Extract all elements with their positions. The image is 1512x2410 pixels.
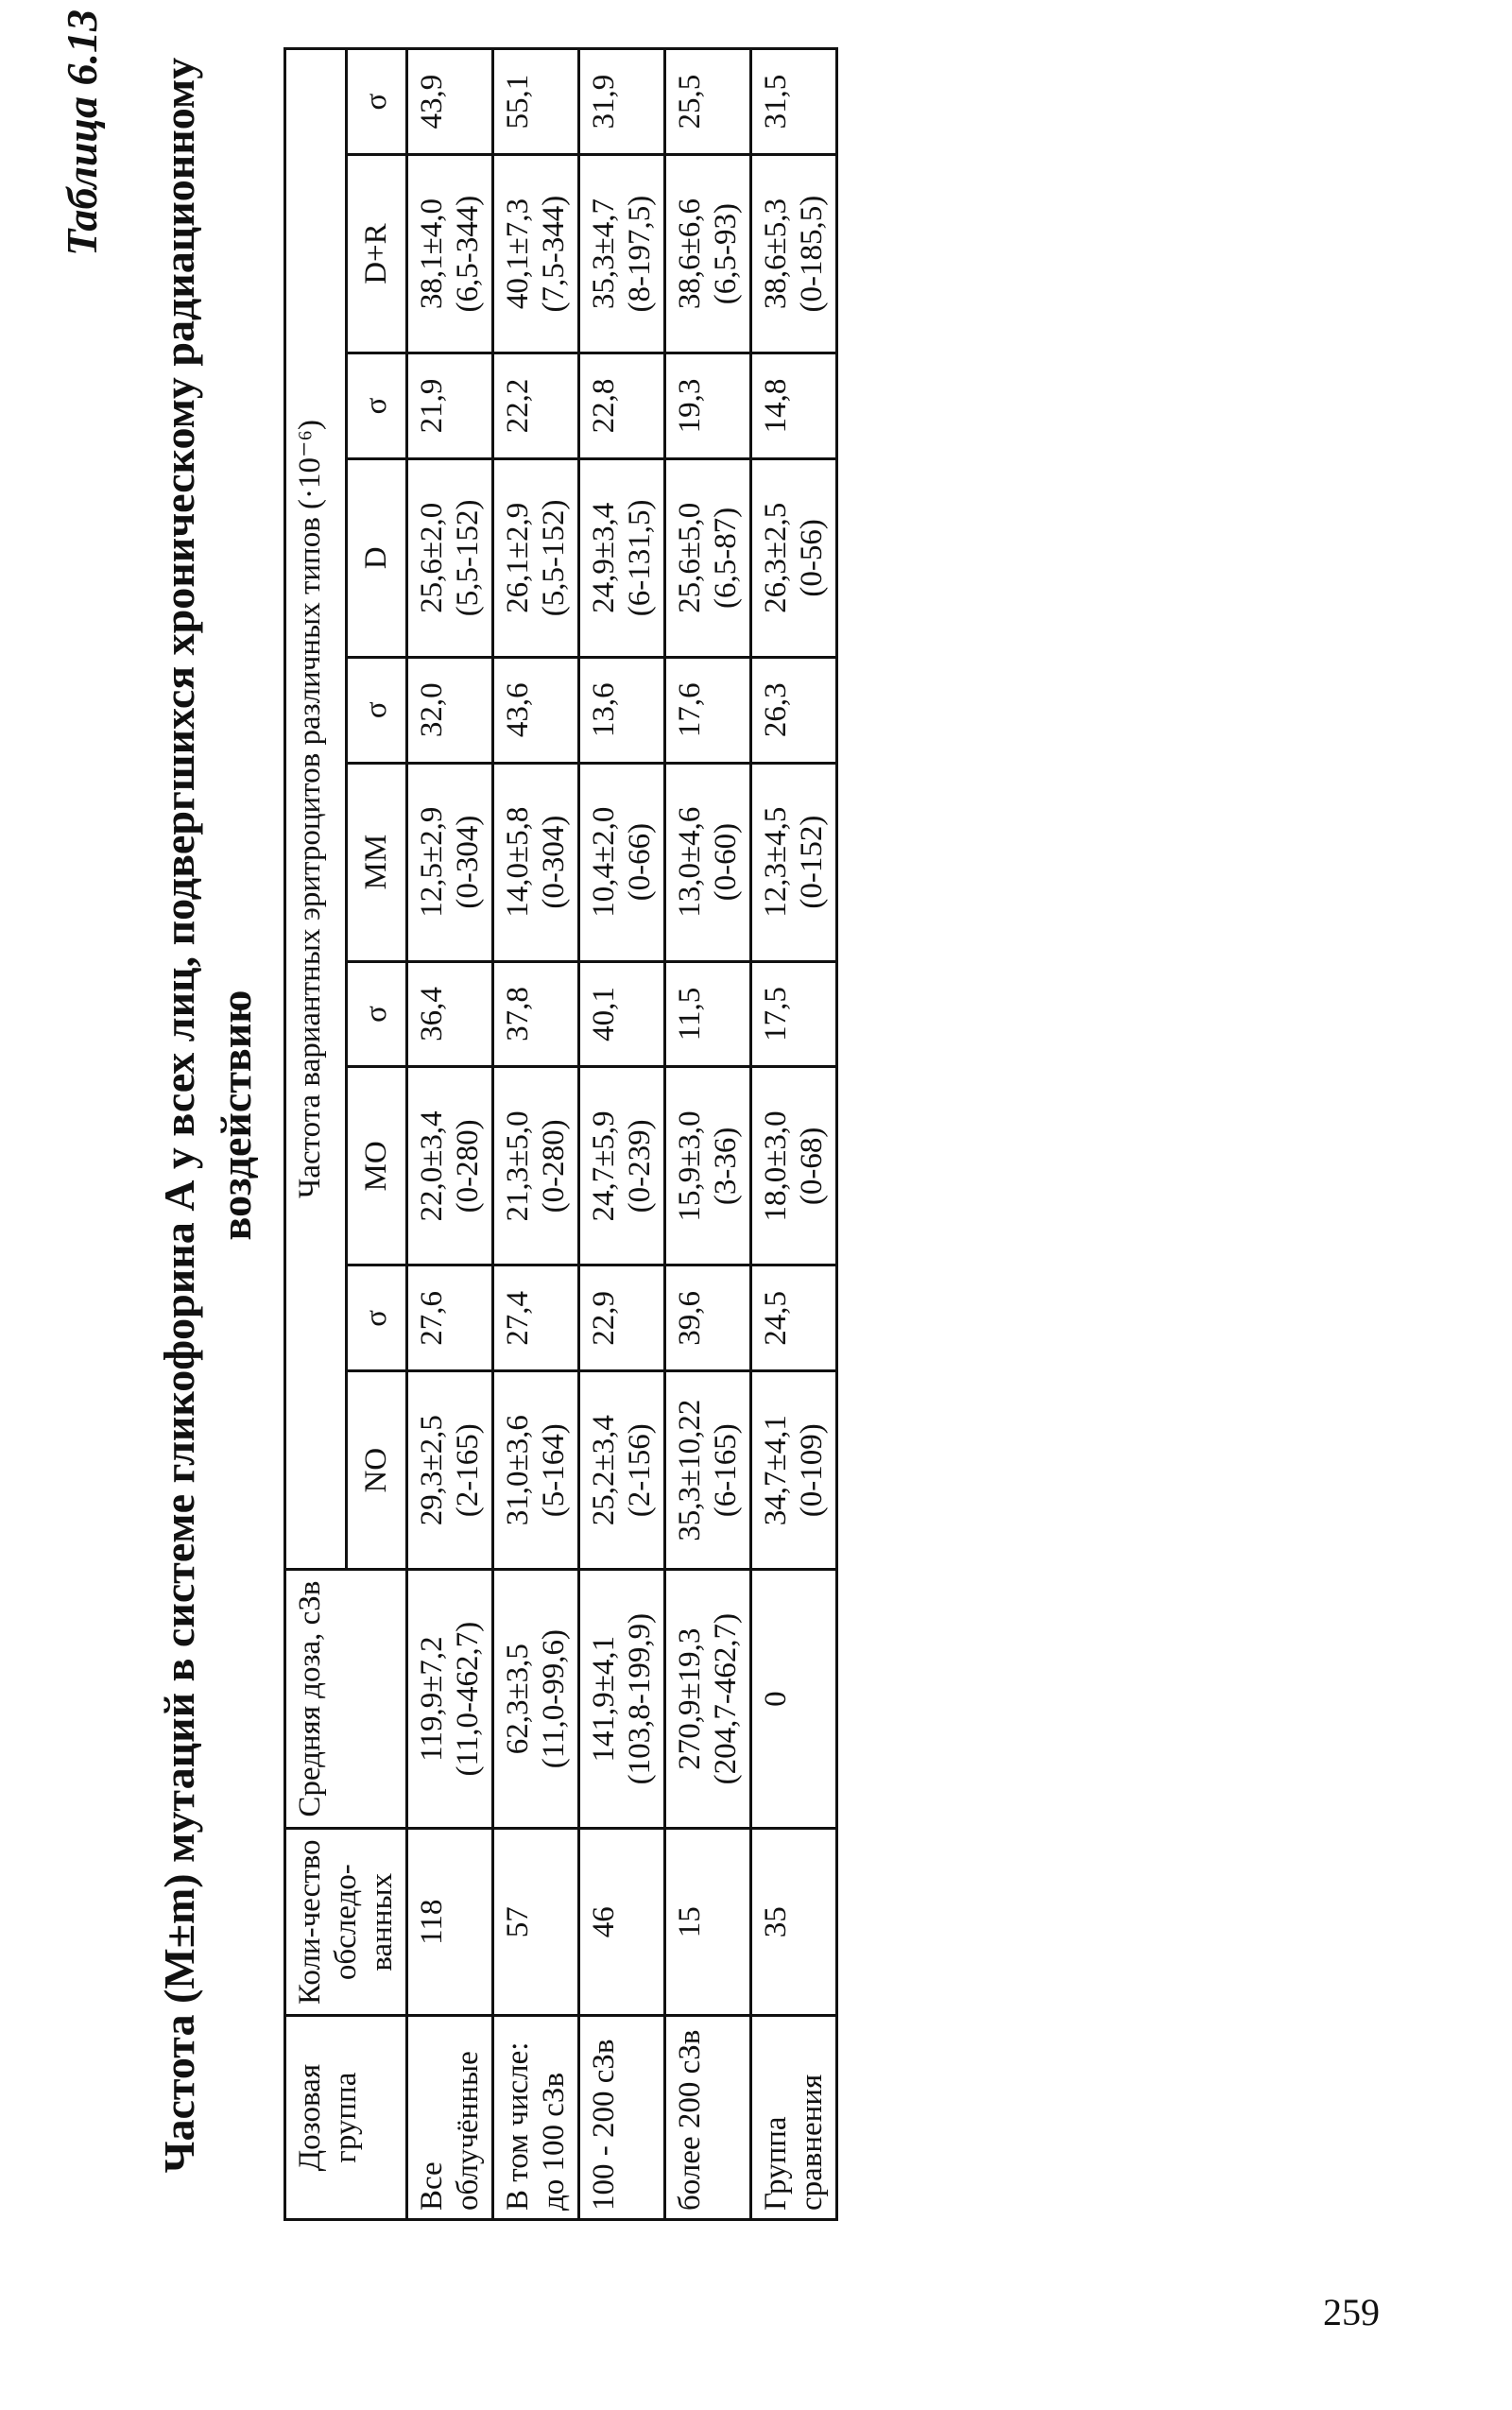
cell-mm-range: (0-66)	[623, 822, 657, 902]
header-d: D	[346, 458, 407, 657]
cell-dr-value: 38,6±5,3	[759, 198, 793, 310]
cell-d-range: (0-56)	[795, 519, 829, 597]
cell-mo-range: (3-36)	[709, 1127, 743, 1206]
page-number: 259	[1323, 2291, 1380, 2333]
header-dr-sigma: σ	[346, 49, 407, 155]
cell-dose-value: 119,9±7,2	[415, 1636, 449, 1762]
cell-group: В том числе: до 100 сЗв	[493, 2016, 579, 2220]
cell-no-range: (2-165)	[451, 1423, 485, 1518]
table-row	[407, 49, 493, 2220]
table-title: Частота (M±m) мутаций в системе гликофорина А у всех лиц, подвергшихся хроническому радиационному воздействию	[155, 57, 260, 2174]
cell-d-value: 26,3±2,5	[759, 502, 793, 613]
cell-d-value: 26,1±2,9	[501, 502, 535, 613]
cell-mm-range: (0-304)	[537, 815, 571, 909]
cell-mm-range: (0-152)	[795, 815, 829, 909]
cell-mm-value: 14,0±5,8	[501, 806, 535, 918]
header-mm: MM	[346, 763, 407, 961]
cell-group: Все облучённые	[407, 2016, 493, 2220]
cell-mo	[751, 1067, 837, 1265]
cell-d-value: 25,6±5,0	[673, 502, 707, 613]
header-mo-sigma: σ	[346, 961, 407, 1067]
cell-count: 57	[493, 1829, 579, 2016]
cell-mm-range: (0-304)	[451, 815, 485, 909]
cell-mo-sigma: 36,4	[407, 961, 493, 1067]
cell-dr-sigma: 31,9	[579, 49, 665, 155]
cell-dr	[665, 155, 751, 353]
cell-dr-sigma: 31,5	[751, 49, 837, 155]
cell-no-range: (6-165)	[709, 1423, 743, 1518]
cell-dr-range: (7,5-344)	[537, 195, 571, 313]
table-row	[493, 49, 579, 2220]
cell-d-sigma: 22,8	[579, 353, 665, 459]
cell-d-sigma: 22,2	[493, 353, 579, 459]
rotated-page-content	[19, 0, 1436, 2259]
cell-mm-sigma: 32,0	[407, 657, 493, 763]
cell-no-sigma: 27,4	[493, 1265, 579, 1371]
cell-dose-value: 270,9±19,3	[673, 1627, 707, 1770]
cell-dr-value: 38,1±4,0	[415, 198, 449, 310]
cell-dose	[751, 1570, 837, 1829]
cell-mo-range: (0-239)	[623, 1119, 657, 1214]
cell-count: 15	[665, 1829, 751, 2016]
header-mo: MO	[346, 1067, 407, 1265]
cell-no	[579, 1371, 665, 1570]
cell-dose-range: (204,7-462,7)	[709, 1612, 743, 1785]
cell-mo	[407, 1067, 493, 1265]
cell-count: 46	[579, 1829, 665, 2016]
cell-d-sigma: 19,3	[665, 353, 751, 459]
cell-dr-sigma: 25,5	[665, 49, 751, 155]
cell-no-sigma: 27,6	[407, 1265, 493, 1371]
cell-no	[665, 1371, 751, 1570]
cell-no-sigma: 39,6	[665, 1265, 751, 1371]
cell-mo-value: 15,9±3,0	[673, 1110, 707, 1222]
header-count: Коли-чество обследо-ванных	[285, 1829, 407, 2016]
cell-dose	[493, 1570, 579, 1829]
cell-mo-value: 21,3±5,0	[501, 1110, 535, 1222]
cell-mm-value: 10,4±2,0	[587, 806, 621, 918]
cell-mm	[493, 763, 579, 961]
cell-d-range: (5,5-152)	[451, 499, 485, 617]
cell-mo-sigma: 11,5	[665, 961, 751, 1067]
cell-d-sigma: 21,9	[407, 353, 493, 459]
cell-no-value: 35,3±10,22	[673, 1399, 707, 1541]
header-no-sigma: σ	[346, 1265, 407, 1371]
cell-mm	[665, 763, 751, 961]
cell-no-range: (2-156)	[623, 1423, 657, 1518]
cell-dose-value: 62,3±3,5	[501, 1644, 535, 1755]
cell-no-sigma: 22,9	[579, 1265, 665, 1371]
cell-d	[407, 458, 493, 657]
mutation-frequency-table	[284, 47, 838, 2221]
cell-dose	[665, 1570, 751, 1829]
cell-d	[665, 458, 751, 657]
cell-dose	[407, 1570, 493, 1829]
cell-mo-range: (0-280)	[537, 1119, 571, 1214]
cell-dose	[579, 1570, 665, 1829]
cell-count: 118	[407, 1829, 493, 2016]
header-mm-sigma: σ	[346, 657, 407, 763]
cell-no-range: (0-109)	[795, 1423, 829, 1518]
header-dose: Средняя доза, сЗв	[285, 1570, 407, 1829]
cell-mo-sigma: 37,8	[493, 961, 579, 1067]
cell-mo	[579, 1067, 665, 1265]
cell-group: Группа сравнения	[751, 2016, 837, 2220]
cell-dr	[751, 155, 837, 353]
table-row	[751, 49, 837, 2220]
cell-mo-value: 22,0±3,4	[415, 1110, 449, 1222]
header-d-sigma: σ	[346, 353, 407, 459]
cell-d	[493, 458, 579, 657]
cell-d-value: 24,9±3,4	[587, 502, 621, 613]
header-frequency-group: Частота вариантных эритроцитов различных типов (·10⁻⁶)	[285, 49, 347, 1570]
cell-d-sigma: 14,8	[751, 353, 837, 459]
cell-d-range: (5,5-152)	[537, 499, 571, 617]
cell-mm	[579, 763, 665, 961]
cell-dr-sigma: 55,1	[493, 49, 579, 155]
cell-dr-range: (6,5-344)	[451, 195, 485, 313]
cell-dr-range: (8-197,5)	[623, 195, 657, 313]
cell-mo-sigma: 40,1	[579, 961, 665, 1067]
cell-mm-sigma: 43,6	[493, 657, 579, 763]
header-group: Дозовая группа	[285, 2016, 407, 2220]
cell-mo-sigma: 17,5	[751, 961, 837, 1067]
cell-d-value: 25,6±2,0	[415, 502, 449, 613]
cell-mo	[493, 1067, 579, 1265]
cell-no	[407, 1371, 493, 1570]
cell-mm-sigma: 13,6	[579, 657, 665, 763]
cell-no	[493, 1371, 579, 1570]
cell-d-range: (6-131,5)	[623, 499, 657, 617]
cell-dr	[493, 155, 579, 353]
cell-dr-range: (6,5-93)	[709, 202, 743, 305]
cell-no-value: 29,3±2,5	[415, 1415, 449, 1526]
cell-dose-range: (103,8-199,9)	[623, 1612, 657, 1785]
cell-no-range: (5-164)	[537, 1423, 571, 1518]
table-wrapper	[284, 47, 838, 2221]
cell-dr-range: (0-185,5)	[795, 195, 829, 313]
header-row-1	[285, 49, 347, 2220]
cell-no-value: 25,2±3,4	[587, 1415, 621, 1526]
cell-dr-value: 40,1±7,3	[501, 198, 535, 310]
cell-d	[751, 458, 837, 657]
cell-dose-range: (11,0-99,6)	[537, 1629, 571, 1769]
cell-mm	[407, 763, 493, 961]
cell-mm-range: (0-60)	[709, 822, 743, 902]
cell-mm-sigma: 26,3	[751, 657, 837, 763]
cell-dr-value: 38,6±6,6	[673, 198, 707, 310]
cell-dose-value: 141,9±4,1	[587, 1635, 621, 1763]
cell-mo-value: 18,0±3,0	[759, 1110, 793, 1222]
cell-dr	[579, 155, 665, 353]
cell-no-value: 31,0±3,6	[501, 1415, 535, 1526]
cell-no-value: 34,7±4,1	[759, 1415, 793, 1526]
cell-group: более 200 сЗв	[665, 2016, 751, 2220]
cell-dr-value: 35,3±4,7	[587, 198, 621, 310]
cell-no-sigma: 24,5	[751, 1265, 837, 1371]
cell-mm	[751, 763, 837, 961]
cell-mm-value: 13,0±4,6	[673, 806, 707, 918]
header-no: NO	[346, 1371, 407, 1570]
cell-dose-range: (11,0-462,7)	[451, 1621, 485, 1777]
table-label: Таблица 6.13	[58, 9, 106, 257]
header-dr: D+R	[346, 155, 407, 353]
cell-mm-value: 12,3±4,5	[759, 806, 793, 918]
cell-no	[751, 1371, 837, 1570]
cell-mo-range: (0-68)	[795, 1127, 829, 1206]
cell-mm-sigma: 17,6	[665, 657, 751, 763]
table-row	[579, 49, 665, 2220]
cell-dr	[407, 155, 493, 353]
table-row	[665, 49, 751, 2220]
cell-d-range: (6,5-87)	[709, 507, 743, 609]
cell-group: 100 - 200 сЗв	[579, 2016, 665, 2220]
cell-dose-value: 0	[759, 1691, 793, 1707]
cell-mo-value: 24,7±5,9	[587, 1110, 621, 1222]
cell-mm-value: 12,5±2,9	[415, 806, 449, 918]
cell-mo-range: (0-280)	[451, 1119, 485, 1214]
cell-count: 35	[751, 1829, 837, 2016]
cell-mo	[665, 1067, 751, 1265]
cell-dr-sigma: 43,9	[407, 49, 493, 155]
cell-d	[579, 458, 665, 657]
